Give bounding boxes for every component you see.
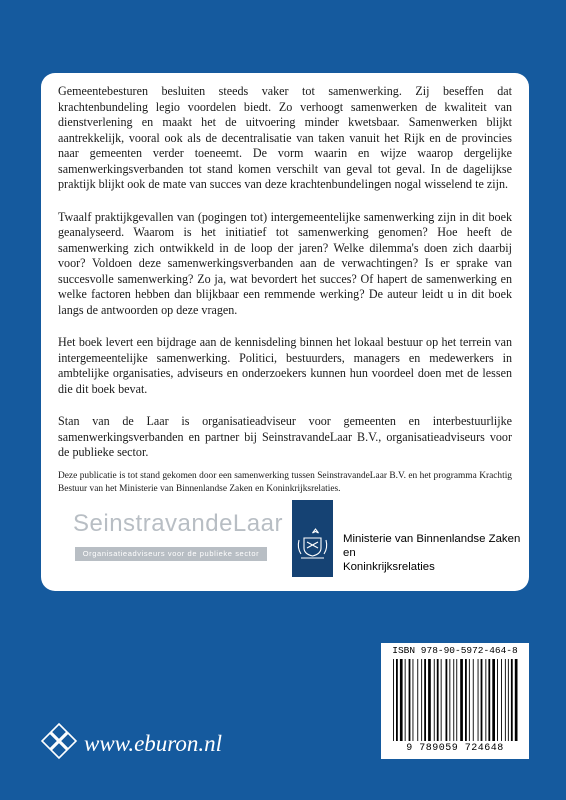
barcode-bar [505, 659, 506, 741]
publisher-url: www.eburon.nl [84, 731, 223, 756]
barcode-bar [460, 659, 463, 741]
barcode-bar [441, 659, 442, 741]
ministry-name-line1: Ministerie van Binnenlandse Zaken en [343, 533, 521, 559]
paragraph-intro: Gemeentebesturen besluiten steeds vaker tot samenwerking. Zij beseffen dat krachtenbundeling legio voordelen biedt. Zo verhoogt samenwerken de kwaliteit van dienstverlening en maakt het de uitvoering minder kwetsbaar. Samenwerken blijkt aantrekkelijk, vooral ook als de decentralisatie van taken vanuit het Rijk en de provincies naar gemeenten verder toeneemt. De vorm waarin en wijze waarop dergelijke samenwerkingsverbanden tot stand komen verschilt van geval tot geval. In de dagelijkse praktijk blijkt ook de mate van succes van deze krachtenbundelingen nogal wisselend te zijn. [58, 84, 512, 191]
paragraph-contribution: Het boek levert een bijdrage aan de kennisdeling binnen het lokaal bestuur op het terrein van intergemeentelijke samenwerking. Politici, bestuurders, managers en medewerkers in ambtelijke organisaties, adviseurs en onderzoekers kunnen hun voordeel doen met de lessen die dit boek bevat. [58, 335, 512, 396]
barcode-bar [508, 659, 509, 741]
barcode-bar [515, 659, 518, 741]
barcode-bar [428, 659, 431, 741]
barcode-bar [453, 659, 454, 741]
barcode-bar [449, 659, 450, 741]
barcode-bar [456, 659, 457, 741]
eburon-logo-icon [40, 722, 78, 760]
barcode-bar [501, 659, 502, 741]
paragraph-author: Stan van de Laar is organisatieadviseur voor gemeenten en interbestuurlijke samenwerkingsverbanden en partner bij SeinstravandeLaar B.V., organisatieadviseurs voor de publieke sector. [58, 414, 512, 459]
rijksoverheid-crest-icon [292, 500, 333, 577]
barcode-icon [381, 643, 529, 759]
barcode-bar [511, 659, 513, 741]
barcode-bar [485, 659, 486, 741]
barcode-bar [481, 659, 483, 741]
barcode-bar [396, 659, 398, 741]
isbn-label: ISBN 978-90-5972-464-8 [392, 645, 518, 656]
barcode-bar [488, 659, 490, 741]
barcode-bar [421, 659, 422, 741]
barcode-bar [393, 659, 394, 741]
ministry-name [343, 532, 523, 574]
barcode-bar [405, 659, 406, 741]
barcode-bar [409, 659, 411, 741]
barcode-bar [469, 659, 470, 741]
barcode-block [381, 643, 529, 759]
seinstra-logo-tagline: Organisatieadviseurs voor de publieke sector [82, 549, 260, 558]
barcode-bar [497, 659, 498, 741]
seinstra-logo-word: SeinstravandeLaar [73, 510, 283, 537]
ministry-name-line2: Koninkrijksrelaties [343, 561, 435, 573]
barcode-bar [478, 659, 479, 741]
barcode-bar [473, 659, 474, 741]
credit-note: Deze publicatie is tot stand gekomen door een samenwerking tussen SeinstravandeLaar B.V. en het programma Krachtig Bestuur van het Ministerie van Binnenlandse Zaken en Koninkrijksrelaties. [58, 470, 512, 494]
barcode-digits: 9 789059 724648 [406, 743, 504, 754]
barcode-bar [424, 659, 426, 741]
barcode-bar [413, 659, 414, 741]
barcode-bar [434, 659, 435, 741]
barcode-bar [400, 659, 403, 741]
seinstra-logo [73, 510, 283, 570]
paragraph-cases: Twaalf praktijkgevallen van (pogingen tot) intergemeentelijke samenwerking zijn in dit boek geanalyseerd. Waarom is het initiatief tot samenwerking genomen? Hoe heeft de samenwerking zich ontwikkeld in de loop der jaren? Welke dilemma's doen zich daarbij voor? Voldoen deze samenwerkingsverbanden aan de verwachtingen? Is er sprake van succesvolle samenwerking? Zo ja, wat bevordert het succes? Of hapert de samenwerking en welke factoren hebben dan blijkbaar een remmende werking? De auteur leidt u in dit boek langs de antwoorden op deze vragen. [58, 209, 512, 317]
barcode-bar [437, 659, 439, 741]
barcode-bar [492, 659, 495, 741]
blurb-text [58, 84, 512, 513]
barcode-bar [465, 659, 467, 741]
barcode-bar [417, 659, 418, 741]
barcode-bar [446, 659, 448, 741]
